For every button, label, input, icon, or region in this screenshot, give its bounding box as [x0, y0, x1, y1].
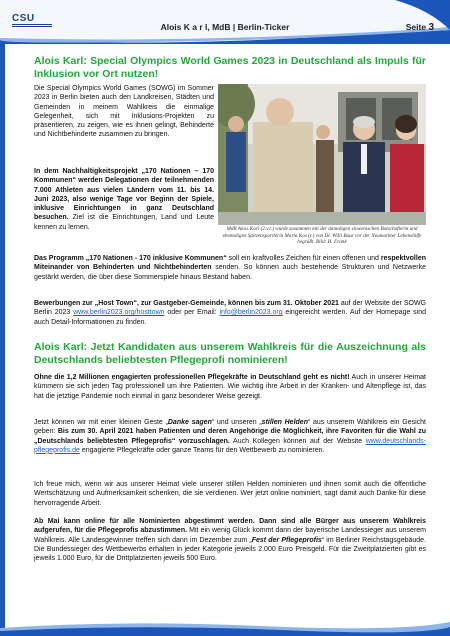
article2-paragraph-1	[34, 373, 426, 401]
page-label-text: Seite	[405, 22, 427, 32]
article1-paragraph-3	[34, 254, 426, 282]
article2-p4-bold: Ab Mai kann online für alle Nominierten abgestimmt werden. Dann sind alle Bürger aus unserem Wahlkreis aufgerufen, für die Pflegeprofis abzustimmen.	[34, 518, 426, 535]
article2-p2-danke: Danke sagen	[167, 419, 212, 426]
page-label	[406, 22, 434, 33]
left-accent-bar	[0, 44, 5, 636]
article1-headline: Alois Karl: Special Olympics World Games 2023 in Deutschland als Impuls für Inklusion vor Ort nutzen!	[34, 55, 426, 80]
article2-headline: Alois Karl: Jetzt Kandidaten aus unserem Wahlkreis für die Auszeichnung als Deutschlands beliebtesten Pflegeprofi nominieren!	[34, 341, 426, 366]
article2-p4-text-2: “ im Berliner Reichstagsgebäude. Die Bundessieger des Wettbewerbs erhalten in jeder Kategorie jeweils 2.000 Euro Preisgeld. Für die Zweitplatzierten gibt es jeweils 1.000 Euro, für die Drittplatzierten jeweils 500 Euro.	[34, 536, 427, 563]
article2-p2-text-5: engagierte Pflegekräfte oder ganze Teams für den Wettbewerb zu nominieren.	[79, 446, 325, 454]
article1-photo	[218, 84, 426, 225]
pflegeprofis-link[interactable]: www.deutschlands-pflegeprofis.de	[34, 437, 426, 454]
article1-p3-bold-1: Das Programm „170 Nationen - 170 inklusive Kommunen“	[34, 255, 227, 262]
article1-p3-bold-2: respektvollen Miteinander von Behinderten und Nichtbehinderten	[34, 255, 426, 272]
article1-p3-text-2: senden. So können auch bestehende Strukturen und Netzwerke gestärkt werden, die über diese Sommerspiele hinaus Bestand haben.	[34, 264, 427, 281]
article2-paragraph-2	[34, 418, 426, 455]
article2-p2-bold: Bis zum 30. April 2021 haben Patienten und deren Angehörige die Möglichkeit, ihre Favoriten für die Wahl zu „Deutschlands beliebtesten Pflegeprofis“ vorzuschlagen.	[34, 428, 426, 445]
header-title: Alois K a r l, MdB | Berlin-Ticker	[160, 22, 290, 32]
page-header	[0, 0, 450, 44]
article2-p2-text-4: Auch Kollegen können auf der Website	[229, 437, 366, 445]
hosttown-link[interactable]: www.berlin2023.org/hosttown	[73, 309, 165, 317]
article1-p2-rest: Ziel ist die Einrichtungen, Land und Leute kennen zu lernen.	[34, 214, 214, 231]
logo-text: CSU	[12, 13, 35, 24]
article1-p4-text-3: eingereicht werden. Auf der Homepage sind auch Detail-Informationen zu finden.	[34, 309, 427, 326]
article2-paragraph-3: Ich freue mich, wenn wir aus unserer Heimat viele unserer stillen Helden nominieren und ihnen somit auch die öffentliche Wertschätzung und Aufmerksamkeit schenken, die sie verdienen. Wer jetzt online nominiert, sagt damit auch Danke für diese hervorragende Arbeit.	[34, 481, 426, 507]
article2-p4-text-1: Mit ein wenig Glück kommt dann der bayerische Landessieger aus unserem Wahlkreis. Alle Landesgewinner treffen sich dann im Dezember zum „	[34, 527, 427, 544]
article2-paragraph-4	[34, 517, 426, 563]
article2-p1-bold: Ohne die 1,2 Millionen engagierten professionellen Pflegekräfte in Deutschland geht es nicht!	[34, 374, 350, 381]
article1-p2-bold: In dem Nachhaltigkeitsprojekt „170 Nationen – 170 Kommunen“ werden Delegationen der teilnehmenden 7.000 Athleten aus vielen Ländern vom 11. bis 14. Juni 2023, also wenige Tage vor Beginn der Spiele, inklusive Einrichtungen in ganz Deutschland besuchen.	[34, 168, 214, 222]
article1-p4-text-2: oder per Email:	[164, 309, 220, 317]
article1-paragraph-1: Die Special Olympics World Games (SOWG) im Sommer 2023 in Berlin bieten auch den Landkreisen, Städten und Gemeinden in meinem Wahlkreis die einmalige Gelegenheit, sich mit Inklusions-Projekten zu präsentieren, zu zeigen, wie es ihnen gelingt, Behinderte und Nichtbehinderte zusammen zu bringen.	[34, 85, 214, 139]
article2-p2-text-1: Jetzt können wir mit einer kleinen Geste „	[34, 419, 168, 426]
article2-p4-fest: Fest der Pflegeprofis	[251, 536, 322, 544]
email-link[interactable]: info@berlin2023.org	[219, 309, 283, 317]
article1-p4-bold: Bewerbungen zur „Host Town“, zur Gastgeber-Gemeinde, können bis zum 31. Oktober 2021	[34, 300, 339, 307]
article1-p4-text-1: auf der Website der SOWG Berlin 2023	[34, 300, 427, 317]
footer-wave-decoration	[0, 618, 450, 636]
article1-paragraph-4	[34, 299, 426, 327]
article2-p1-text: Auch in unserer Heimat kümmern sie sich jeden Tag professionell um ihre Patienten. Wie wichtig ihre Arbeit in der Kranken- und Altenpflege ist, das hat die jetztige Pandemie noch einmal in ganz besonderer Weise gezeigt.	[34, 374, 426, 400]
article2-p2-text-3: “ aus unserem Wahlkreis ein Gesicht geben:	[34, 419, 426, 436]
page-number: 3	[428, 22, 434, 33]
photo-caption: MdB Alois Karl (2.v.r.) wurde zusammen mit der damaligen slowenischen Botschafterin und ehemaligen Spitzensportlerin Marta Kos (r.) von Dr. Willi Baur vor der Neumarkter Lebenshilfe begrüßt. Bild: H. Frank	[222, 226, 422, 245]
article1-p3-text-1: soll ein kraftvolles Zeichen für einen offenen und	[226, 255, 381, 262]
article2-p2-text-2: “ und unseren „	[211, 419, 262, 426]
article1-paragraph-2	[34, 167, 214, 232]
article2-p2-helden: stillen Helden	[261, 419, 308, 426]
